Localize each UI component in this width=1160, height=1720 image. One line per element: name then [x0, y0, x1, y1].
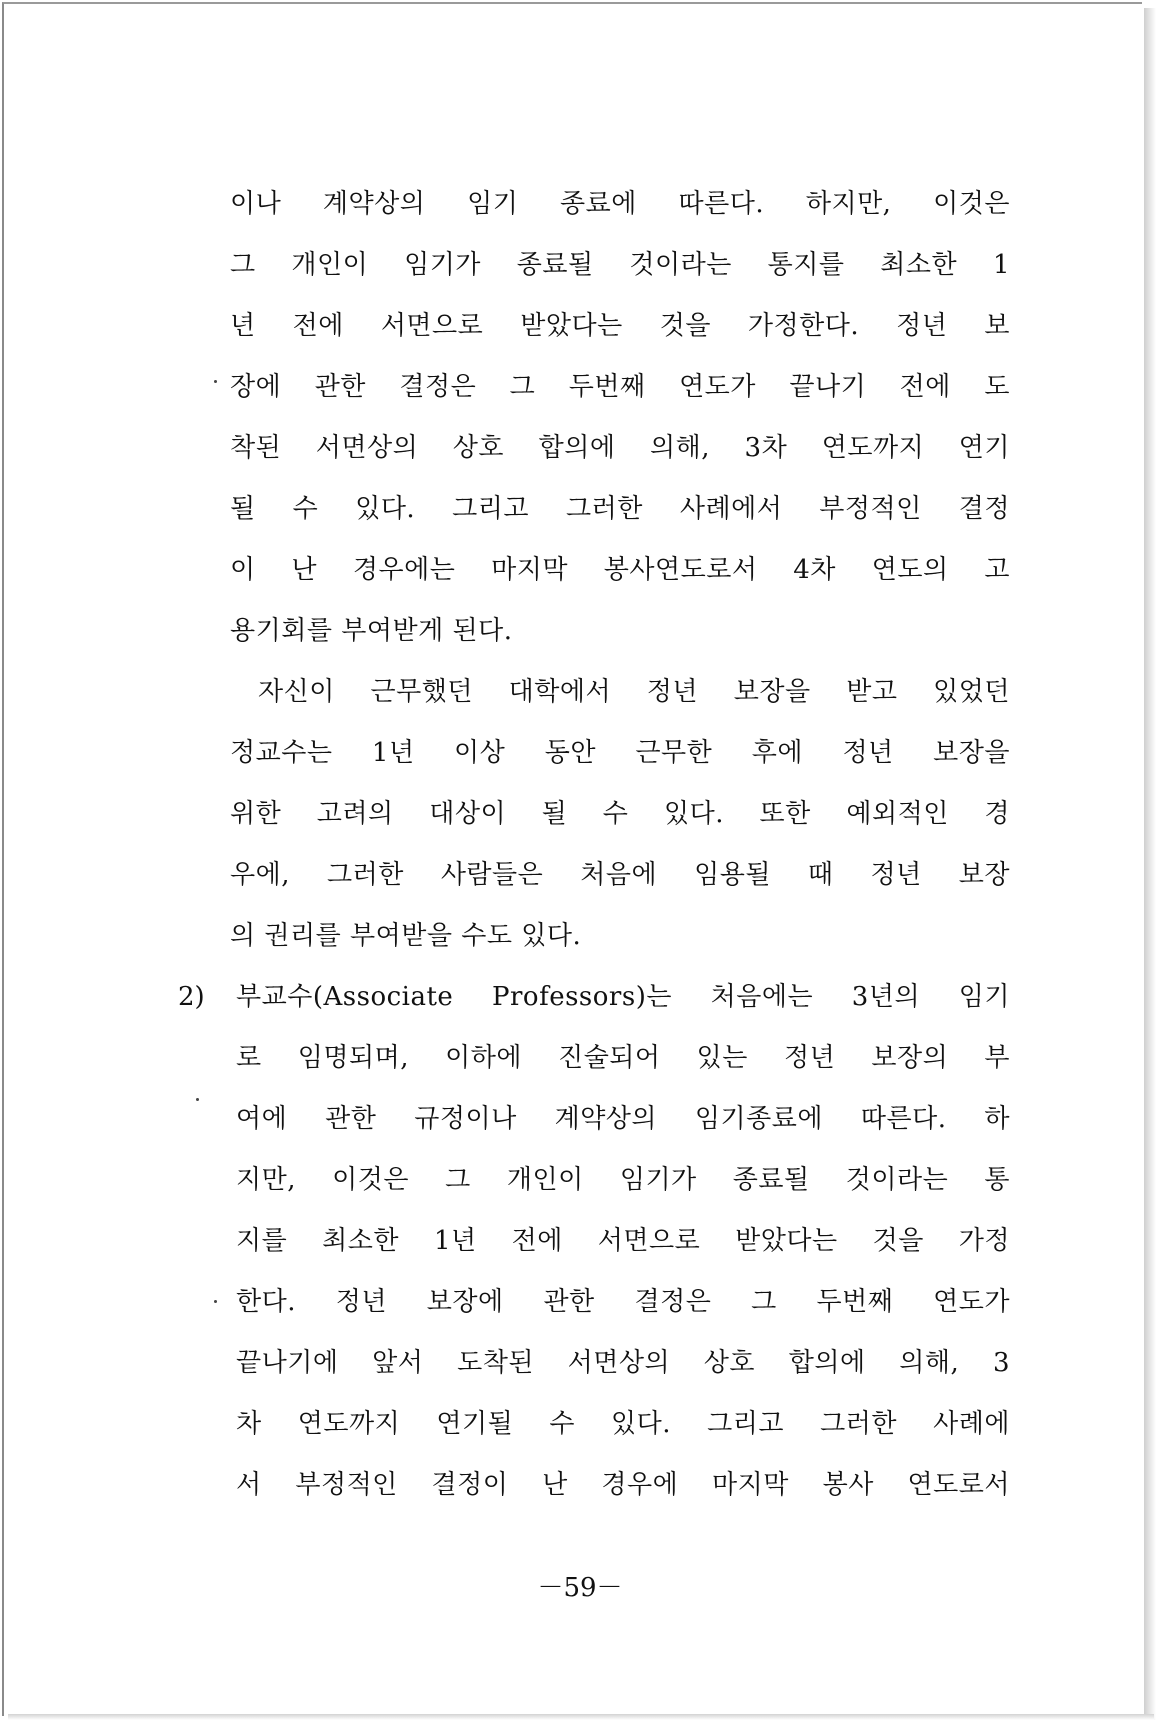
text-line: 될 수 있다. 그리고 그러한 사례에서 부정적인 결정	[230, 494, 1010, 524]
text-line: 로 임명되며, 이하에 진술되어 있는 정년 보장의 부	[236, 1043, 1010, 1073]
text-line: 끝나기에 앞서 도착된 서면상의 상호 합의에 의해, 3	[236, 1348, 1010, 1378]
text-line: 차 연도까지 연기될 수 있다. 그리고 그러한 사례에	[236, 1409, 1010, 1439]
text-line: 이나 계약상의 임기 종료에 따른다. 하지만, 이것은	[230, 189, 1010, 219]
text-line: 자신이 근무했던 대학에서 정년 보장을 받고 있었던	[258, 677, 1010, 707]
text-line: 여에 관한 규정이나 계약상의 임기종료에 따른다. 하	[236, 1104, 1010, 1134]
text-line: 서 부정적인 결정이 난 경우에 마지막 봉사 연도로서	[236, 1470, 1010, 1500]
page-shadow-right	[1144, 8, 1156, 1720]
text-line: 부교수(Associate Professors)는 처음에는 3년의 임기	[236, 982, 1010, 1012]
scan-speck	[196, 1098, 199, 1101]
text-line: 그 개인이 임기가 종료될 것이라는 통지를 최소한 1	[230, 250, 1010, 280]
text-line: 한다. 정년 보장에 관한 결정은 그 두번째 연도가	[236, 1287, 1010, 1317]
text-line: 이 난 경우에는 마지막 봉사연도로서 4차 연도의 고	[230, 555, 1010, 585]
text-line: 년 전에 서면으로 받았다는 것을 가정한다. 정년 보	[230, 311, 1010, 341]
text-line: 의 권리를 부여받을 수도 있다.	[230, 921, 582, 951]
text-line: 우에, 그러한 사람들은 처음에 임용될 때 정년 보장	[230, 860, 1010, 890]
page-shadow-bottom	[8, 1714, 1154, 1720]
text-line: 장에 관한 결정은 그 두번째 연도가 끝나기 전에 도	[230, 372, 1010, 402]
page-number: －59－	[537, 1573, 623, 1603]
text-line: 위한 고려의 대상이 될 수 있다. 또한 예외적인 경	[230, 799, 1010, 829]
scan-speck	[214, 1300, 217, 1303]
text-line: 용기회를 부여받게 된다.	[230, 616, 513, 646]
scan-speck	[214, 380, 217, 383]
text-line: 지를 최소한 1년 전에 서면으로 받았다는 것을 가정	[236, 1226, 1010, 1256]
text-line: 정교수는 1년 이상 동안 근무한 후에 정년 보장을	[230, 738, 1010, 768]
text-line: 지만, 이것은 그 개인이 임기가 종료될 것이라는 통	[236, 1165, 1010, 1195]
text-line: 착된 서면상의 상호 합의에 의해, 3차 연도까지 연기	[230, 433, 1010, 463]
list-item-number: 2)	[178, 982, 205, 1012]
